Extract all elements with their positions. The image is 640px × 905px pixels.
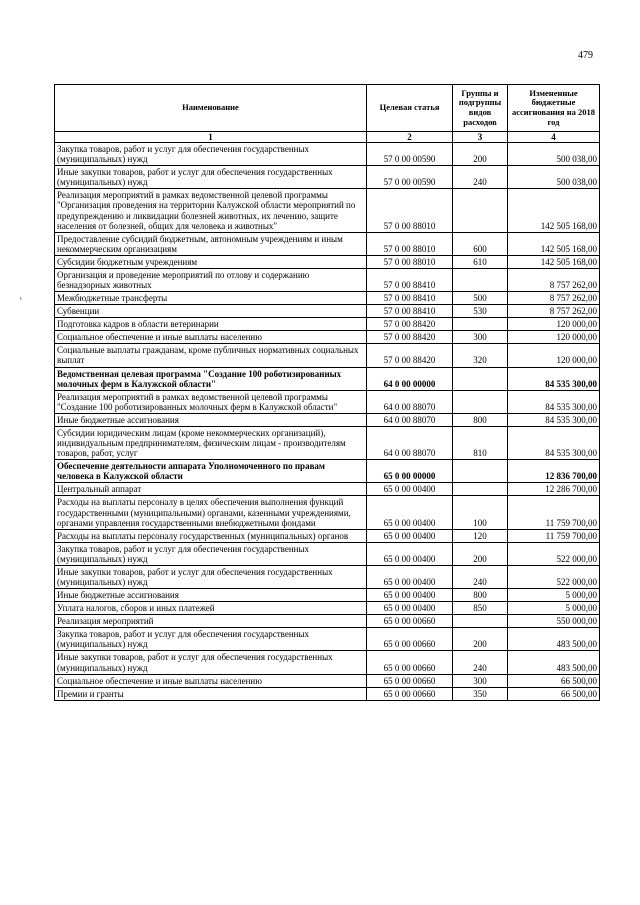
- row-target: 65 0 00 00660: [367, 687, 453, 700]
- row-target: 57 0 00 88420: [367, 331, 453, 344]
- row-group: 800: [453, 413, 508, 426]
- row-name: Премии и гранты: [55, 687, 367, 700]
- row-amount: 66 500,00: [508, 674, 600, 687]
- row-target: 65 0 00 00400: [367, 542, 453, 565]
- row-amount: 142 505 168,00: [508, 255, 600, 268]
- header-target: Целевая статья: [367, 85, 453, 132]
- row-amount: 11 759 700,00: [508, 529, 600, 542]
- table-row: [55, 460, 600, 483]
- row-name: Реализация мероприятий в рамках ведомственной целевой программы "Организация проведения на территории Калужской области мероприятий по предупреждению и ликвидации болезней животных, их лечению, защите населения от болезней, общих для человека и животных": [55, 189, 367, 232]
- table-row: [55, 166, 600, 189]
- table-row: [55, 529, 600, 542]
- row-target: 65 0 00 00660: [367, 628, 453, 651]
- row-target: 65 0 00 00000: [367, 460, 453, 483]
- row-group: [453, 268, 508, 291]
- row-group: [453, 483, 508, 496]
- row-group: 320: [453, 344, 508, 367]
- header-amount: Измененные бюджетные ассигнования на 2018 год: [508, 85, 600, 132]
- row-amount: 8 757 262,00: [508, 268, 600, 291]
- header-groups: Группы и подгруппы видов расходов: [453, 85, 508, 132]
- row-group: 350: [453, 687, 508, 700]
- row-target: 65 0 00 00660: [367, 615, 453, 628]
- row-group: 200: [453, 542, 508, 565]
- column-number: 1: [55, 132, 367, 143]
- header-name: Наименование: [55, 85, 367, 132]
- row-target: 57 0 00 88010: [367, 232, 453, 255]
- table-row: [55, 628, 600, 651]
- row-target: 65 0 00 00660: [367, 651, 453, 674]
- row-target: 64 0 00 88070: [367, 390, 453, 413]
- row-group: 500: [453, 292, 508, 305]
- column-number: 2: [367, 132, 453, 143]
- row-target: 65 0 00 00400: [367, 483, 453, 496]
- table-row: [55, 565, 600, 588]
- row-group: [453, 390, 508, 413]
- row-target: 64 0 00 88070: [367, 413, 453, 426]
- row-amount: 550 000,00: [508, 615, 600, 628]
- row-target: 57 0 00 88410: [367, 292, 453, 305]
- row-target: 57 0 00 88420: [367, 344, 453, 367]
- row-name: Организация и проведение мероприятий по отлову и содержанию безнадзорных животных: [55, 268, 367, 291]
- row-group: 120: [453, 529, 508, 542]
- row-amount: 84 535 300,00: [508, 413, 600, 426]
- row-target: 64 0 00 00000: [367, 367, 453, 390]
- row-name: Расходы на выплаты персоналу в целях обеспечения выполнения функций государственными (муниципальными) органами, казенными учреждениями, органами управления государственными внебюджетными фондами: [55, 496, 367, 529]
- row-name: Предоставление субсидий бюджетным, автономным учреждениям и иным некоммерческим организациям: [55, 232, 367, 255]
- row-target: 65 0 00 00400: [367, 565, 453, 588]
- row-amount: 483 500,00: [508, 628, 600, 651]
- row-target: 57 0 00 88010: [367, 189, 453, 232]
- row-amount: 84 535 300,00: [508, 426, 600, 459]
- row-name: Обеспечение деятельности аппарата Уполномоченного по правам человека в Калужской области: [55, 460, 367, 483]
- row-amount: 84 535 300,00: [508, 367, 600, 390]
- row-group: 100: [453, 496, 508, 529]
- budget-table: [54, 84, 600, 701]
- row-amount: 8 757 262,00: [508, 305, 600, 318]
- row-name: Закупка товаров, работ и услуг для обеспечения государственных (муниципальных) нужд: [55, 628, 367, 651]
- table-row: [55, 542, 600, 565]
- row-target: 57 0 00 88420: [367, 318, 453, 331]
- row-name: Субсидии бюджетным учреждениям: [55, 255, 367, 268]
- row-amount: 500 038,00: [508, 166, 600, 189]
- row-group: 530: [453, 305, 508, 318]
- table-row: [55, 496, 600, 529]
- row-amount: 5 000,00: [508, 602, 600, 615]
- table-row: [55, 674, 600, 687]
- table-row: [55, 602, 600, 615]
- row-target: 57 0 00 88410: [367, 305, 453, 318]
- row-group: 300: [453, 674, 508, 687]
- row-group: [453, 318, 508, 331]
- row-name: Иные бюджетные ассигнования: [55, 589, 367, 602]
- column-number: 3: [453, 132, 508, 143]
- row-group: [453, 367, 508, 390]
- table-row: [55, 390, 600, 413]
- table-row: [55, 651, 600, 674]
- table-header-row: [55, 85, 600, 132]
- row-name: Субвенции: [55, 305, 367, 318]
- row-group: [453, 189, 508, 232]
- table-row: [55, 232, 600, 255]
- row-target: 65 0 00 00400: [367, 529, 453, 542]
- row-name: Субсидии юридическим лицам (кроме некоммерческих организаций), индивидуальным предпринимателям, физическим лицам - производителям товаров, работ, услуг: [55, 426, 367, 459]
- row-group: 600: [453, 232, 508, 255]
- row-amount: 483 500,00: [508, 651, 600, 674]
- table-row: [55, 255, 600, 268]
- row-amount: 12 836 700,00: [508, 460, 600, 483]
- row-amount: 142 505 168,00: [508, 232, 600, 255]
- row-amount: 120 000,00: [508, 344, 600, 367]
- table-row: [55, 143, 600, 166]
- row-name: Иные закупки товаров, работ и услуг для обеспечения государственных (муниципальных) нужд: [55, 651, 367, 674]
- row-amount: 66 500,00: [508, 687, 600, 700]
- table-row: [55, 589, 600, 602]
- table-row: [55, 344, 600, 367]
- row-group: 850: [453, 602, 508, 615]
- table-row: [55, 367, 600, 390]
- row-amount: 8 757 262,00: [508, 292, 600, 305]
- row-name: Межбюджетные трансферты: [55, 292, 367, 305]
- row-target: 57 0 00 00590: [367, 166, 453, 189]
- row-group: 810: [453, 426, 508, 459]
- row-name: Реализация мероприятий в рамках ведомственной целевой программы "Создание 100 роботизированных молочных ферм в Калужской области": [55, 390, 367, 413]
- row-group: 240: [453, 166, 508, 189]
- row-group: [453, 615, 508, 628]
- row-amount: 5 000,00: [508, 589, 600, 602]
- table-row: [55, 318, 600, 331]
- row-name: Социальное обеспечение и иные выплаты населению: [55, 331, 367, 344]
- column-number: 4: [508, 132, 600, 143]
- row-name: Закупка товаров, работ и услуг для обеспечения государственных (муниципальных) нужд: [55, 542, 367, 565]
- table-row: [55, 305, 600, 318]
- row-name: Подготовка кадров в области ветеринарии: [55, 318, 367, 331]
- table-row: [55, 615, 600, 628]
- table-body: [55, 143, 600, 701]
- table-row: [55, 483, 600, 496]
- row-name: Закупка товаров, работ и услуг для обеспечения государственных (муниципальных) нужд: [55, 143, 367, 166]
- row-amount: 120 000,00: [508, 318, 600, 331]
- row-name: Иные бюджетные ассигнования: [55, 413, 367, 426]
- row-group: 240: [453, 565, 508, 588]
- table-row: [55, 426, 600, 459]
- table-row: [55, 331, 600, 344]
- row-target: 65 0 00 00660: [367, 674, 453, 687]
- row-amount: 522 000,00: [508, 565, 600, 588]
- row-amount: 84 535 300,00: [508, 390, 600, 413]
- row-name: Центральный аппарат: [55, 483, 367, 496]
- row-group: 300: [453, 331, 508, 344]
- row-group: 800: [453, 589, 508, 602]
- row-name: Иные закупки товаров, работ и услуг для обеспечения государственных (муниципальных) нужд: [55, 565, 367, 588]
- row-name: Реализация мероприятий: [55, 615, 367, 628]
- row-amount: 120 000,00: [508, 331, 600, 344]
- row-group: 200: [453, 628, 508, 651]
- row-group: [453, 460, 508, 483]
- table-row: [55, 292, 600, 305]
- row-name: Ведомственная целевая программа "Создание 100 роботизированных молочных ферм в Калужской области": [55, 367, 367, 390]
- row-target: 65 0 00 00400: [367, 602, 453, 615]
- row-group: 610: [453, 255, 508, 268]
- column-number-row: [55, 132, 600, 143]
- table-row: [55, 189, 600, 232]
- table-row: [55, 413, 600, 426]
- table-row: [55, 268, 600, 291]
- table-row: [55, 687, 600, 700]
- row-name: Социальные выплаты гражданам, кроме публичных нормативных социальных выплат: [55, 344, 367, 367]
- row-name: Расходы на выплаты персоналу государственных (муниципальных) органов: [55, 529, 367, 542]
- row-amount: 142 505 168,00: [508, 189, 600, 232]
- row-group: 200: [453, 143, 508, 166]
- row-target: 65 0 00 00400: [367, 589, 453, 602]
- row-amount: 12 286 700,00: [508, 483, 600, 496]
- margin-mark: ': [20, 296, 22, 306]
- row-target: 57 0 00 00590: [367, 143, 453, 166]
- row-target: 57 0 00 88010: [367, 255, 453, 268]
- row-name: Социальное обеспечение и иные выплаты населению: [55, 674, 367, 687]
- row-amount: 522 000,00: [508, 542, 600, 565]
- page-number: 479: [578, 50, 593, 61]
- row-target: 65 0 00 00400: [367, 496, 453, 529]
- row-amount: 500 038,00: [508, 143, 600, 166]
- row-group: 240: [453, 651, 508, 674]
- row-name: Иные закупки товаров, работ и услуг для обеспечения государственных (муниципальных) нужд: [55, 166, 367, 189]
- row-target: 64 0 00 88070: [367, 426, 453, 459]
- row-target: 57 0 00 88410: [367, 268, 453, 291]
- row-amount: 11 759 700,00: [508, 496, 600, 529]
- row-name: Уплата налогов, сборов и иных платежей: [55, 602, 367, 615]
